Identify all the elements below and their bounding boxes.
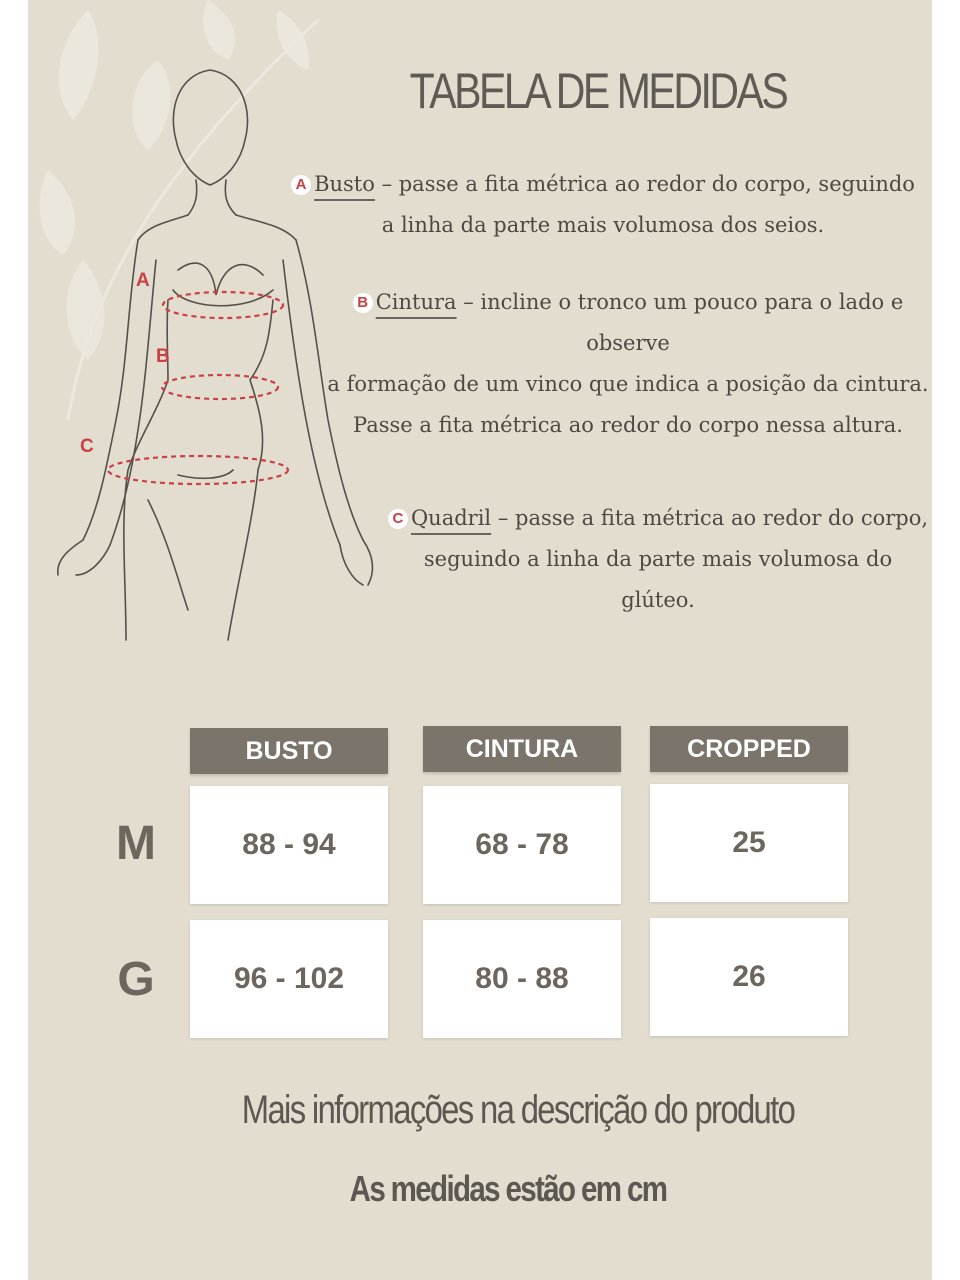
size-label-g: G bbox=[117, 953, 155, 1006]
cell-g-cintura: 80 - 88 bbox=[423, 920, 621, 1038]
quadril-term: Quadril bbox=[410, 506, 492, 530]
busto-line-1: – passe a fita métrica ao redor do corpo, seguindo bbox=[374, 172, 915, 196]
badge-c: C bbox=[388, 509, 408, 529]
size-chart-page bbox=[28, 0, 932, 1280]
header-cropped: CROPPED bbox=[650, 726, 848, 772]
cintura-description bbox=[318, 282, 932, 446]
cell-g-busto: 96 - 102 bbox=[190, 920, 388, 1038]
header-cintura: CINTURA bbox=[423, 726, 621, 772]
quadril-description bbox=[368, 498, 932, 621]
cell-m-cintura: 68 - 78 bbox=[423, 786, 621, 904]
badge-a: A bbox=[291, 175, 311, 195]
figure-letter-c: C bbox=[80, 436, 94, 457]
busto-line-2: a linha da parte mais volumosa dos seios. bbox=[381, 213, 825, 237]
footer-info: Mais informações na descrição do produto bbox=[241, 1088, 795, 1132]
quadril-line-3: glúteo. bbox=[621, 588, 695, 612]
cintura-line-3: a formação de um vinco que indica a posição da cintura. bbox=[327, 372, 929, 396]
header-busto: BUSTO bbox=[190, 728, 388, 774]
badge-b: B bbox=[353, 293, 373, 313]
figure-letter-b: B bbox=[156, 346, 170, 367]
cintura-term: Cintura bbox=[375, 290, 457, 314]
busto-term: Busto bbox=[314, 172, 375, 196]
size-label-m: M bbox=[116, 817, 156, 870]
cell-m-cropped: 25 bbox=[650, 784, 848, 902]
figure-letter-a: A bbox=[136, 270, 150, 291]
busto-description bbox=[278, 164, 928, 246]
cintura-line-1: – incline o tronco um pouco para o lado e bbox=[456, 290, 904, 314]
footer-units: As medidas estão em cm bbox=[349, 1168, 667, 1209]
quadril-line-1: – passe a fita métrica ao redor do corpo, bbox=[491, 506, 929, 530]
cell-m-busto: 88 - 94 bbox=[190, 786, 388, 904]
quadril-line-2: seguindo a linha da parte mais volumosa do bbox=[423, 547, 893, 571]
cell-g-cropped: 26 bbox=[650, 918, 848, 1036]
cintura-line-4: Passe a fita métrica ao redor do corpo nessa altura. bbox=[353, 413, 903, 437]
cintura-line-2: observe bbox=[586, 331, 670, 355]
page-title: TABELA DE MEDIDAS bbox=[409, 63, 787, 119]
